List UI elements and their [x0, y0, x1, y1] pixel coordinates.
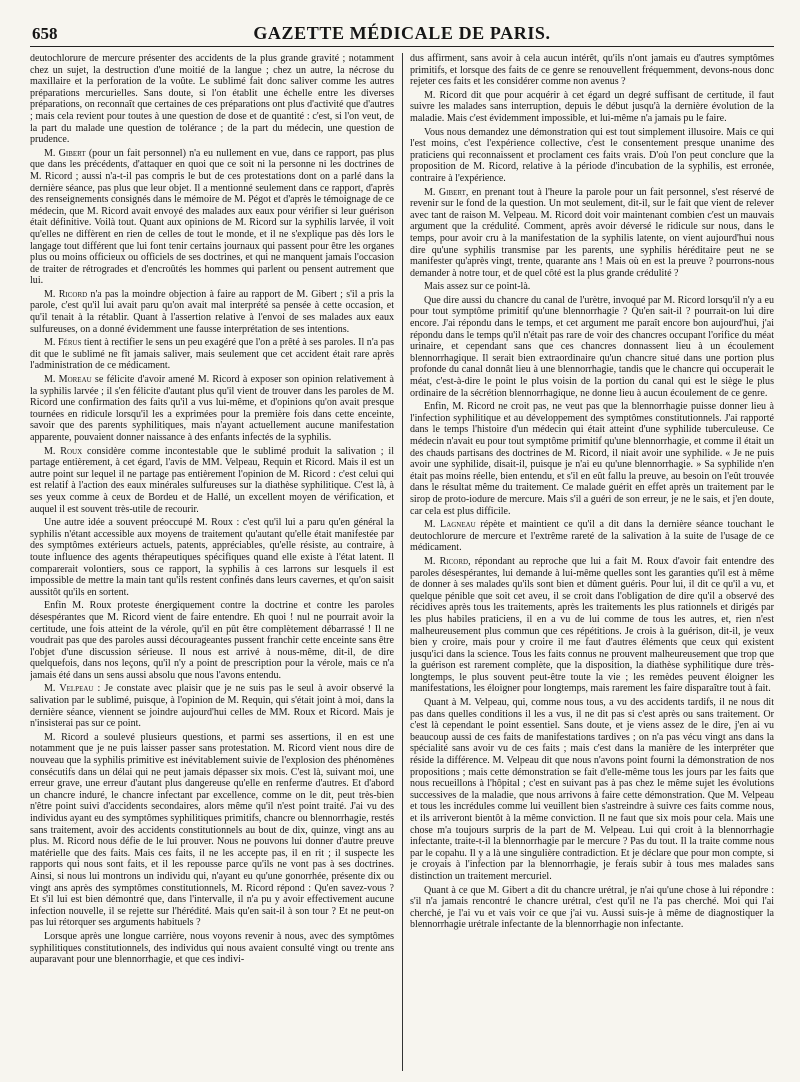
journal-title: GAZETTE MÉDICALE DE PARIS. — [253, 23, 551, 43]
paragraph — [30, 732, 394, 929]
paragraph-text: Quant à M. Velpeau, qui, comme nous tous, a vu des accidents tardifs, il ne nous dit pas dans quelles conditions il les a vus, il ne dit pas si c'est après ou sans traitement. Or c'est là cependant le point essentiel. Sans doute, et je viens assez de le dire, j'en ai vu beaucoup aussi de ces faits de manifestations tardives ; on n'a pas vécu vingt ans dans la spécialité sans avoir vu de ces faits ; mais c'est dans la manière de les interpréter que réside la différence. M. Velpeau dit que nous n'avons point fourni la démonstration de nos propositions ; mais cette démonstration se fait d'elle-même tous les jours par les faits que nous recueillons à l'hôpital ; c'est en suivant pas à pas chez le même sujet les évolutions successives de la maladie, que nous arrivons à faire cette démonstration. Que M. Velpeau et tous les incrédules comme lui veuillent bien s'astreindre à suivre ces faits comme nous, et ils arriveront bientôt à la même conviction. Il ne faut que six mois pour cela. Mais une chose m'a toujours surpris de la part de M. Velpeau. Lui qui croit à la blennorrhagie infectante, traite-t-il la blennorrhagie par le mercure ? Pas du tout. Il la traite comme nous par le copahu. Il y a là une singulière contradiction. Et je déclare que pour mon compte, si je croyais à l'infection par la blennorrhagie, je ferais subir à tous mes malades sans distinction un traitement mercuriel. — [410, 697, 774, 882]
paragraph-text: répète et maintient ce qu'il a dit dans la dernière séance touchant le deutochlorure de mercure et l'extrême rareté de la salivation à la suite de l'usage de ce médicament. — [410, 519, 774, 554]
paragraph — [410, 295, 774, 399]
paragraph-text: (pour un fait personnel) n'a eu nullement en vue, dans ce rapport, pas plus que dans les précédents, d'attaquer en quoi que ce soit ni la personne ni les doctrines de M. Ricord ; aussi n'a-t-il pas compris le but de ces protestations dont on a parlé dans la dernière séance, pas plus que leur objet. Il a mentionné seulement dans ce rapport, d'après des renseignements consignés dans le mémoire de M. Pégot et d'après le témoignage de ce médecin, que M. Ricord avait envoyé des malades aux eaux pour vérifier si leur guérison était définitive. Voilà tout. Quant aux opinions de M. Ricord sur la syphilis larvée, il voit qu'elles ne diffèrent en rien de celles de tout le monde, et il ne s'explique pas dès lors le langage tout différent que lui font tenir certains journaux qui passent pour être les organes plus ou moins officieux ou officiels de ses doctrines, et qui ne manquent jamais l'occasion de traiter de rétrogrades et d'encroûtés les hommes qui parlent ou pensent autrement que lui. — [30, 147, 394, 287]
paragraph — [30, 600, 394, 681]
page-number: 658 — [32, 24, 58, 43]
paragraph-text: deutochlorure de mercure présenter des accidents de la plus grande gravité ; notamment chez un sujet, la destruction d'une moitié de la langue ; chez un autre, la nécrose du maxillaire et la perforation de la voûte. Le sublimé fait donc saliver comme les autres préparations mercurielles. Sans doute, si l'on établit une échelle entre les diverses préparations, on reconnaît que certaines de ces préparations ont plus d'activité que d'autres ; mais cela revient pour toutes à une question de dose et de quantité : c'est, si l'on veut, de la part du malade une question de tolérance ; de la part du médecin, une question de prudence. — [30, 53, 394, 146]
paragraph-text: M. Ricord dit que pour acquérir à cet égard un degré suffisant de certitude, il faut suivre les malades sans interruption, depuis le début jusqu'à la dernière évolution de la maladie. Mais c'est évidemment impossible, et lui-même n'a jamais pu le faire. — [410, 89, 774, 124]
paragraph-text: considère comme incontestable que le sublimé produit la salivation ; il partage entièrement, à cet égard, l'avis de MM. Velpeau, Requin et Ricord. Mais il est un autre point sur lequel il ne partage pas entièrement l'opinion de M. Ricord : c'est celui qui est relatif à l'action des eaux minérales sulfureuses sur la diathèse syphilitique. C'est là, à ses yeux comme à ceux de Bordeu et de Hallé, un excellent moyen de vérification, et auquel il est souvent très-utile de recourir. — [30, 445, 394, 515]
paragraph — [410, 127, 774, 185]
paragraph — [30, 148, 394, 287]
paragraph-text: , répondant au reproche que lui a fait M. Roux d'avoir fait entendre des paroles désespérantes, lui demande à lui-même quelles sont les garanties qu'il est à même de donner à ses malades qu'ils sont bien et dûment guéris. Pour lui, il dit ce qu'il a vu, et quelque pénible que soit cet aveu, il se croit dans l'obligation de dire qu'il a observé des récidives après tous les traitements, après les traitements les plus rationnels et dirigés par les plus habiles praticiens, il en a vu de lui comme de tous les autres, et, rien n'est malheureusement plus commun que ces répétitions. Je crois à la guérison, dit-il, je veux bien y croire, mais pour y croire il me faut d'autres éléments que ceux qui existent jusqu'ici dans la science. Tous les faits connus ne prouvent malheureusement que trop que la guérison est rarement complète, que la disposition, la diathèse syphilitique dure très-longtemps, le plus souvent peut-être toute la vie ; les remèdes peuvent éloigner les manifestations, les éloigner pour longtemps, mais rarement les faire disparaître tout à fait. — [410, 555, 774, 695]
paragraph — [410, 90, 774, 125]
paragraph — [410, 519, 774, 554]
text-columns — [30, 53, 774, 1071]
paragraph-text: dus affirment, sans avoir à cela aucun intérêt, qu'ils n'ont jamais eu d'autres symptômes primitifs, et lorsque des faits de ce genre se renouvellent fréquemment, devons-nous donc rejeter ces faits et les considérer comme non avenus ? — [410, 53, 774, 88]
paragraph — [410, 556, 774, 695]
paragraph — [30, 517, 394, 598]
paragraph — [410, 187, 774, 280]
paragraph — [30, 337, 394, 372]
paragraph-text: M. Ricord a soulevé plusieurs questions, et parmi ses assertions, il en est une notamment que je ne puis laisser passer sans protestation. M. Ricord vient nous dire de nouveau que la syphilis primitive est inévitablement suivie de l'explosion des phénomènes consécutifs dans un délai qui ne peut jamais dépasser six mois. C'est là, suivant moi, une erreur grave, une erreur d'autant plus dangereuse qu'elle en renferme d'autres. Et d'abord un chancre induré, le chancre infectant par excellence, comme on le dit, peut très-bien n'être point suivi d'accidents secondaires, alors même qu'il n'est point traité. J'ai vu des individus ayant eu des symptômes syphilitiques primitifs, chancre ou blennorrhagie, restés sans traitement, avoir des accidents constitutionnels au bout de dix, quinze, vingt ans au plus. M. Ricord nous défie de le lui prouver. Nous ne pouvons lui donner d'autre preuve matérielle que des faits. Mais ces faits, il ne les accepte pas, il en rit ; il suspecte les rapports qui nous sont faits, et il les repousse parce qu'ils ne vont pas à ses doctrines. Ainsi, si nous lui montrons un individu qui, n'ayant eu qu'une gonorrhée, présente dix ou vingt ans après des symptômes constitutionnels, M. Ricord répond : Qu'en savez-vous ? Et s'il lui est bien démontré que, dans l'intervalle, il n'a pu y avoir effectivement aucune infection nouvelle, il se rejette sur l'hérédité. Mais qu'en sait-il à son tour ? Et ne peut-on pas lui rétorquer ses arguments habituels ? — [30, 731, 394, 929]
paragraph-text: Vous nous demandez une démonstration qui est tout simplement illusoire. Mais ce qui l'est moins, c'est l'expérience collective, c'est le consentement presque unanime des praticiens qui reconnaissent et proclament ces faits vrais. D'où l'on peut conclure que la proposition de M. Ricord, relative à la période d'incubation de la syphilis, est erronée, contraire à l'expérience. — [410, 126, 774, 184]
paragraph-text: tient à rectifier le sens un peu exagéré que l'on a prêté à ses paroles. Il n'a pas dit que le sublimé ne fît jamais saliver, mais seulement que cet accident était rare après l'administration de ce médicament. — [30, 337, 394, 372]
right-column — [410, 53, 774, 1071]
paragraph-text: Une autre idée a souvent préoccupé M. Roux : c'est qu'il lui a paru qu'en général la syphilis n'étant accessible aux moyens de traitement qu'autant qu'elle était manifestée par des symptômes extérieurs actuels, patents, appréciables, qu'elle résiste, au contraire, à toute influence des agents thérapeutiques spécifiques quand elle existe à l'état latent. Il comparerait volontiers, sous ce rapport, la syphilis à ces larrons sur lesquels il est impossible de mettre la main tant qu'ils restent confinés dans leurs cavernes, et qu'on saisit aussitôt qu'ils en sortent. — [30, 517, 394, 598]
speaker-name: M. Férus — [44, 337, 82, 349]
paragraph-text: Mais assez sur ce point-là. — [424, 281, 531, 293]
speaker-name: M. Velpeau — [44, 683, 94, 695]
speaker-name: M. Ricord — [424, 555, 469, 567]
paragraph-text: Quant à ce que M. Gibert a dit du chancre urétral, je n'ai qu'une chose à lui répondre : s'il n'a jamais rencontré le chancre urétral, c'est qu'il ne l'a pas cherché. Moi qui l'ai cherché, je l'ai vu et vais voir ce que j'ai vu. Aussi suis-je à même de diagnostiquer la blennorrhagie urétrale infectante de la blennorrhagie non infectante. — [410, 884, 774, 931]
left-column — [30, 53, 394, 1071]
paragraph — [410, 281, 774, 293]
paragraph-text: Enfin M. Roux proteste énergiquement contre la doctrine et contre les paroles désespérantes que M. Ricord vient de faire entendre. Eh quoi ! nul ne pourrait avoir la certitude, une fois atteint de la vérole, qu'il en pût être complètement débarrassé ! Il ne voudrait pas que des paroles aussi décourageantes pussent franchir cette enceinte sans être l'objet d'une discussion sérieuse. Il nous est arrivé à nous-même, dit-il, de dire quelquefois, dans nos leçons, qu'il n'y a point de prescription pour la vérole, mais ce n'a jamais été dans un sens aussi absolu que nous l'avons entendu. — [30, 600, 394, 681]
paragraph-text: se félicite d'avoir amené M. Ricord à exposer son opinion relativement à la syphilis larvée ; il s'en félicite d'autant plus qu'il vient de trouver dans les paroles de M. Ricord une confirmation des faits qu'il a vus lui-même, et d'opinions qu'on avait presque tournées en ridicule lorsqu'il les a exprimées pour la première fois dans cette enceinte, savoir que des parents syphilitiques, mais n'ayant actuellement aucune manifestation apparente, pouvaient donner naissance à des enfants infectés de la syphilis. — [30, 374, 394, 443]
paragraph — [30, 289, 394, 335]
paragraph-text: Que dire aussi du chancre du canal de l'urètre, invoqué par M. Ricord lorsqu'il n'y a eu pour tout symptôme primitif qu'une blennorrhagie ? Qu'en sait-il ? pourrait-on lui dire encore. J'ai répondu dans le temps, et cet argument me paraît encore bon aujourd'hui, j'ai répondu dans le temps qu'il n'était pas rare de voir des chancres occupant l'orifice du méat urinaire, et cependant sans que ces chancres donnassent lieu à un écoulement blennorrhagique. Il serait bien extraordinaire qu'un chancre situé dans une portion plus profonde du canal donnât lieu à une blennorrhagie, tandis que le chancre qui occuperait le méat, c'est-à-dire le point le plus voisin de la portion du canal qui est le siège le plus ordinaire de la sécrétion blennorrhagique, ne donne lieu à aucun écoulement de ce genre. — [410, 294, 774, 399]
column-divider — [402, 53, 403, 1071]
paragraph — [410, 53, 774, 88]
paragraph — [30, 446, 394, 516]
paragraph — [30, 53, 394, 146]
paragraph-text: : Je constate avec plaisir que je ne suis pas le seul à avoir observé la salivation par le sublimé, puisque, à l'opinion de M. Requin, qui s'était joint à moi, dans la dernière séance, viennent se joindre aujourd'hui celles de MM. Roux et Ricord. Mais je n'insisterai pas sur ce point. — [30, 683, 394, 730]
speaker-name: M. Moreau — [44, 374, 92, 386]
paragraph — [410, 697, 774, 883]
paragraph-text: n'a pas la moindre objection à faire au rapport de M. Gibert ; s'il a pris la parole, c'est qu'il lui avait paru qu'on avait mal interprété sa pensée à cette occasion, et qu'il tenait à la rétablir. Quant à l'assertion relative à l'envoi de ses malades aux eaux sulfureuses, on a donné évidemment une fausse interprétation de ses intentions. — [30, 288, 394, 335]
paragraph-text: , en prenant tout à l'heure la parole pour un fait personnel, s'est réservé de revenir sur le fond de la question. Un mot seulement, dit-il, sur le fait que vient de relever avec tant de raison M. Velpeau. M. Ricord doit voir maintenant combien c'est un mauvais argument que la crédulité. Comment, après avoir déversé le ridicule sur nous, dans le temps, pour avoir cru à la manifestation de la syphilis latente, on vient aujourd'hui nous dire qu'une syphilis transmise par les parents, une syphilis héréditaire peut ne se manifester qu'après vingt, trente, quarante ans ! Mais où en est la preuve ? pourrons-nous demander à notre tour, et de quel côté est la plus grande crédulité ? — [410, 186, 774, 279]
speaker-name: M. Gibert — [424, 186, 466, 198]
speaker-name: M. Gibert — [44, 147, 86, 159]
paragraph — [30, 374, 394, 444]
speaker-name: M. Lagneau — [424, 519, 476, 531]
paragraph-text: Lorsque après une longue carrière, nous voyons revenir à nous, avec des symptômes syphilitiques constitutionnels, des individus qui nous avaient consulté vingt ou trente ans auparavant pour une blennorrhagie, et que ces indivi- — [30, 930, 394, 966]
paragraph — [30, 931, 394, 966]
paragraph — [30, 683, 394, 729]
page-header — [30, 22, 774, 47]
paragraph — [410, 401, 774, 517]
paragraph-text: Enfin, M. Ricord ne croit pas, ne veut pas que la blennorrhagie puisse donner lieu à l'infection syphilitique et au développement des symptômes constitutionnels. J'ai rapporté dans le temps l'histoire d'un médecin qui était atteint d'une syphilide tuberculeuse. Ce médecin n'avait eu pour tout symptôme primitif qu'une blennorrhagie, et comme il était un des chauds partisans des doctrines de M. Ricord, il niait avoir une syphilide. « Je ne puis avoir une syphilide, disait-il, puisque je n'ai eu qu'une blennorrhagie. » Sa syphilide n'en était pas moins réelle, bien entendu, et s'il en eût fallu la preuve, au besoin on l'eût trouvée dans le résultat même du traitement. Ce malade guérit en effet après un traitement par le sirop de proto-iodure de mercure. Mais s'il a guéri de son erreur, je ne le sais, et j'en doute, car cela est plus difficile. — [410, 401, 774, 517]
speaker-name: M. Ricord — [44, 288, 88, 300]
speaker-name: M. Roux — [44, 445, 83, 457]
paragraph — [410, 885, 774, 931]
